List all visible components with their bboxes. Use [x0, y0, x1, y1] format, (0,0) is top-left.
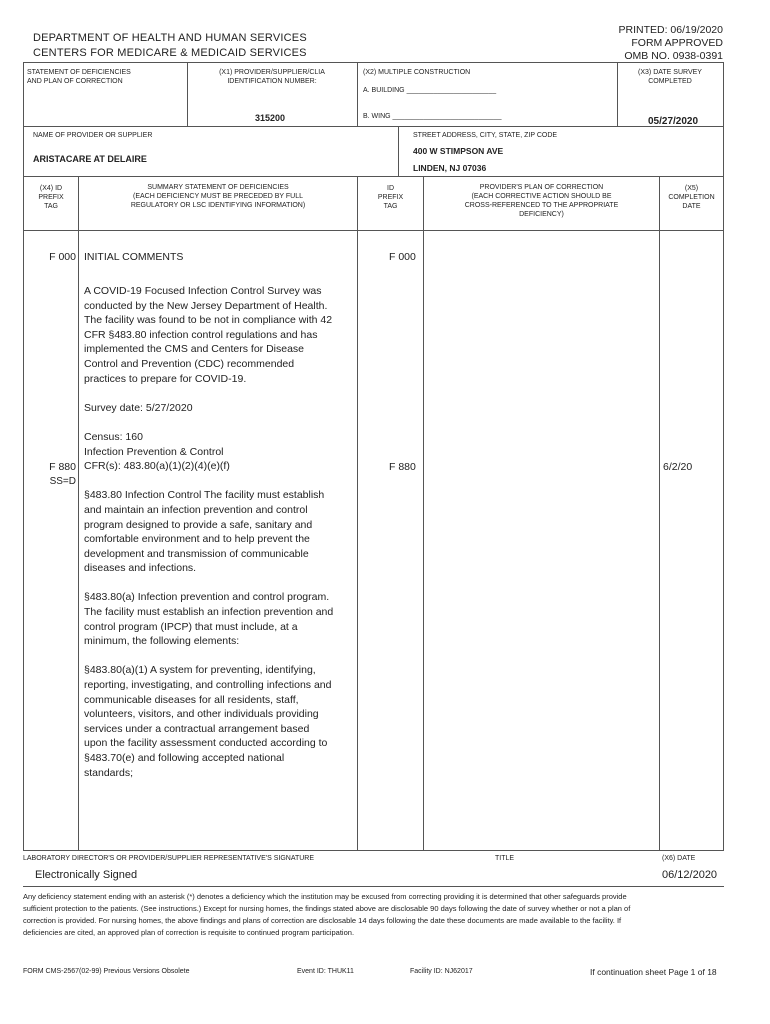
street-address: 400 W STIMPSON AVE [413, 146, 504, 156]
provider-name: ARISTACARE AT DELAIRE [33, 154, 147, 164]
ipcp-text: §483.80(a) Infection prevention and control program. The facility must establish an infection prevention and control program (IPCP) that must include, at a minimum, the following elements: [84, 591, 334, 648]
x6-date-label: (X6) DATE [662, 855, 696, 862]
statement-label: STATEMENT OF DEFICIENCIES AND PLAN OF CORRECTION [27, 69, 131, 85]
summary-header: SUMMARY STATEMENT OF DEFICIENCIES (EACH DEFICIENCY MUST BE PRECEDED BY FULL REGULATORY OR LSC IDENTIFYING INFORMATION) [130, 184, 306, 209]
x1-label: (X1) PROVIDER/SUPPLIER/CLIA IDENTIFICATION NUMBER: [219, 69, 325, 85]
print-info [619, 24, 723, 63]
department-title: DEPARTMENT OF HEALTH AND HUMAN SERVICES [33, 32, 307, 44]
form-number: FORM CMS-2567(02-99) Previous Versions Obsolete [23, 968, 190, 975]
title-label: TITLE [495, 855, 515, 862]
building-field: A. BUILDING _______________________ [363, 87, 497, 94]
agency-title: CENTERS FOR MEDICARE & MEDICAID SERVICES [33, 47, 307, 59]
f880-completion-date: 6/2/20 [663, 461, 693, 473]
signature-date: 06/12/2020 [662, 869, 718, 881]
system-text: §483.80(a)(1) A system for preventing, identifying, reporting, investigating, and controlling infections and communicable diseases for all residents, staff, volunteers, visitors, and other individuals providing services under a contractual arrangement based upon the facility assessment conducted according to §483.70(e) and following accepted national standards; [84, 664, 332, 779]
disclaimer-text: Any deficiency statement ending with an asterisk (*) denotes a deficiency which the institution may be excused from correcting providing it is determined that other safeguards provide sufficient protection to the patients. (See instructions.) Except for nursing homes, the findings stated above are disclosable 90 days following the date of survey whether or not a plan of correction is provided. For nursing homes, the above findings and plans of correction are disclosable 14 days following the date these documents are made available to the facility. If deficiencies are cited, an approved plan of correction is requisite to continued program participation. [23, 892, 631, 937]
f880-title: Infection Prevention & Control [84, 445, 224, 458]
deficiency-text-block [84, 284, 334, 780]
survey-summary: A COVID-19 Focused Infection Control Survey was conducted by the New Jersey Department of Health. The facility was found to be not in compliance with 42 CFR §483.80 infection control regulations and has implemented the CMS and Centers for Disease Control and Prevention (CDC) recommended practices to prepare for COVID-19. [84, 285, 333, 385]
page-indicator: If continuation sheet Page 1 of 18 [590, 967, 717, 977]
event-id: Event ID: THUK11 [297, 968, 354, 975]
f000-id-tag: F 000 [389, 251, 416, 263]
city-state-zip: LINDEN, NJ 07036 [413, 163, 487, 173]
id-header: ID PREFIX TAG [377, 185, 404, 210]
census: Census: 160 [84, 430, 143, 443]
f880-id-tag: F 880 [389, 461, 416, 473]
f000-title: INITIAL COMMENTS [84, 251, 184, 263]
f880-cfr: CFR(s): 483.80(a)(1)(2)(4)(e)(f) [84, 460, 230, 473]
infection-control-text: §483.80 Infection Control The facility must establish and maintain an infection prevention and control program designed to provide a safe, sanitary and comfortable environment and to help prevent the development and transmission of communicable diseases and infections. [84, 489, 325, 575]
address-label: STREET ADDRESS, CITY, STATE, ZIP CODE [413, 132, 558, 139]
signature-label: LABORATORY DIRECTOR'S OR PROVIDER/SUPPLIER REPRESENTATIVE'S SIGNATURE [23, 855, 315, 862]
survey-completed-date: 05/27/2020 [648, 116, 699, 127]
signature-value: Electronically Signed [35, 869, 138, 881]
plan-header: PROVIDER'S PLAN OF CORRECTION (EACH CORRECTIVE ACTION SHOULD BE CROSS-REFERENCED TO THE APPROPRIATE DEFICIENCY) [464, 184, 619, 218]
f880-tag: F 880 [49, 461, 76, 473]
wing-field: B. WING ____________________________ [363, 113, 502, 120]
f880-scope-severity: SS=D [49, 476, 76, 487]
provider-id-value: 315200 [255, 113, 286, 123]
x3-label: (X3) DATE SURVEY COMPLETED [638, 69, 702, 85]
survey-date: Survey date: 5/27/2020 [84, 401, 193, 414]
x5-header: (X5) COMPLETION DATE [668, 185, 715, 210]
omb-number: OMB NO. 0938-0391 [624, 50, 723, 62]
form-approved: FORM APPROVED [631, 37, 723, 49]
printed-date: PRINTED: 06/19/2020 [618, 24, 723, 36]
provider-name-label: NAME OF PROVIDER OR SUPPLIER [33, 132, 153, 139]
f000-tag: F 000 [49, 251, 76, 263]
x4-header: (X4) ID PREFIX TAG [38, 185, 64, 210]
facility-id: Facility ID: NJ62017 [410, 968, 473, 975]
multiple-construction-label: (X2) MULTIPLE CONSTRUCTION [363, 69, 471, 76]
